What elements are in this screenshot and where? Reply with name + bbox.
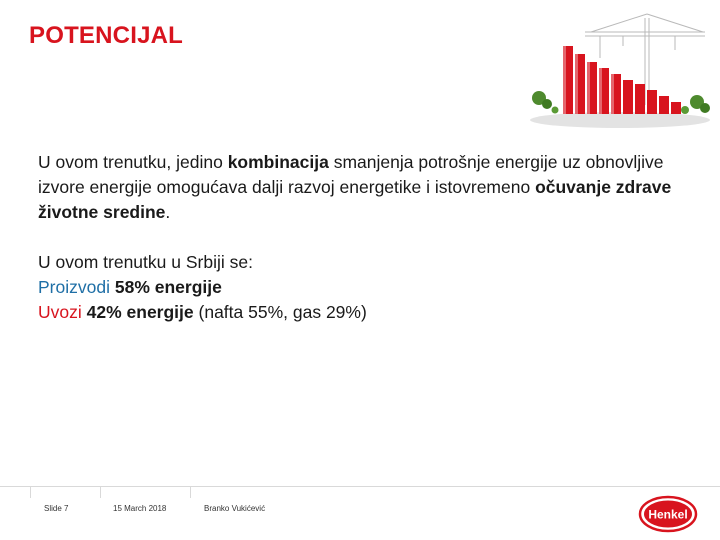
footer-tick bbox=[100, 486, 101, 498]
logo-text: Henkel bbox=[648, 507, 688, 522]
paragraph-serbia-intro: U ovom trenutku u Srbiji se: bbox=[38, 252, 253, 272]
footer-author: Branko Vukićević bbox=[204, 504, 266, 513]
energy-bar-illustration bbox=[525, 10, 715, 140]
imports-label: Uvozi bbox=[38, 302, 82, 322]
paragraph-intro: U ovom trenutku, jedino kombinacija smanjenja potrošnje energije uz obnovljive izvore energije omogućava dalji razvoj energetike i istovremeno očuvanje zdrave životne sredine. bbox=[38, 152, 672, 222]
produces-value: 58% energije bbox=[114, 277, 222, 297]
produces-label: Proizvodi bbox=[38, 277, 110, 297]
line-imports bbox=[38, 300, 688, 325]
henkel-logo bbox=[638, 494, 698, 534]
line-produces bbox=[38, 275, 688, 300]
slide-title: POTENCIJAL bbox=[29, 22, 184, 49]
footer-date: 15 March 2018 bbox=[113, 504, 167, 513]
imports-value: 42% energije bbox=[86, 302, 194, 322]
descending-bars bbox=[563, 46, 681, 114]
slide-body bbox=[38, 150, 688, 325]
footer-slide-number: Slide 7 bbox=[44, 504, 69, 513]
footer-tick bbox=[190, 486, 191, 498]
imports-detail: (nafta 55%, gas 29%) bbox=[198, 302, 367, 322]
footer-divider bbox=[0, 486, 720, 487]
footer-tick bbox=[30, 486, 31, 498]
